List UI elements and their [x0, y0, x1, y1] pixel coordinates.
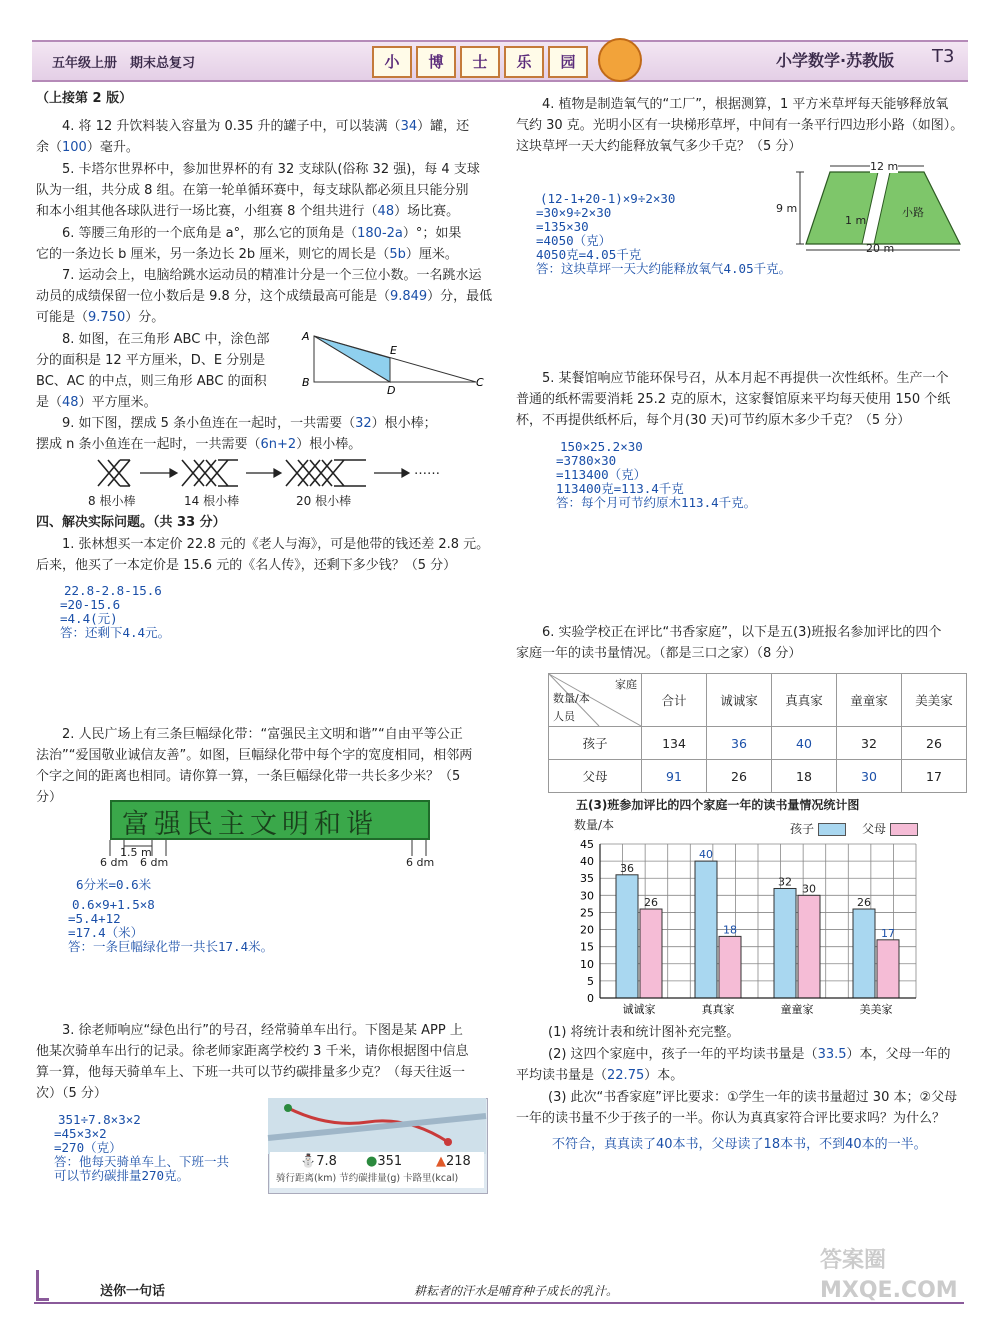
- corner-top: 家庭: [615, 678, 637, 691]
- dim-1-5m: 1.5 m: [120, 846, 152, 859]
- footer-left: 送你一句话: [100, 1284, 166, 1299]
- y-tick-label: 45: [580, 838, 594, 851]
- p5-work-3: =113400（克）: [556, 467, 647, 482]
- mascot-icon: [598, 38, 642, 82]
- flame-icon: ▲: [436, 1154, 446, 1169]
- col-header: 诚诚家: [707, 674, 772, 727]
- p3-work-4: 答：他每天骑单车上、下班一共: [54, 1154, 230, 1169]
- p4-work-6: 答：这块草坪一天大约能释放氧气4.05千克。: [536, 261, 792, 276]
- p2-line4: 分）: [36, 790, 63, 805]
- p2-line3: 个字之间的距离也相同。请你算一算，一条巨幅绿化带一共长多少米？（5: [36, 769, 461, 784]
- dim-9m: 9 m: [776, 202, 798, 215]
- p6-q2-line1: (2) 这四个家庭中，孩子一年的平均读书量是（33.5）本，父母一年的: [548, 1047, 951, 1062]
- p6-line2: 家庭一年的读书量情况。（都是三口之家）（8 分）: [516, 646, 802, 661]
- p4-line2: 气约 30 克。光明小区有一块梯形草坪，中间有一条平行四边形小路（如图）。: [516, 118, 964, 133]
- logo-char-5: 园: [548, 46, 588, 78]
- y-tick-label: 0: [587, 992, 594, 1005]
- p2-work-4: =17.4（米）: [68, 925, 144, 940]
- p2-work-2: 0.6×9+1.5×8: [72, 897, 155, 912]
- p2-work-1: 6分米=0.6米: [76, 877, 152, 892]
- bar-value-label: 40: [699, 848, 713, 862]
- p6-line1: 6. 实验学校正在评比“书香家庭”，以下是五(3)班报名参加评比的四个: [542, 625, 942, 640]
- col-header: 美美家: [902, 674, 967, 727]
- q7-line3: 可能是（9.750）分。: [36, 310, 165, 325]
- y-tick-label: 40: [580, 855, 594, 869]
- p5-line3: 杯，不再提供纸杯后，每个月(30 天)可节约原木多少千克？（5 分）: [516, 413, 911, 428]
- p5-work-2: =3780×30: [556, 453, 617, 468]
- app-distance: ⛄7.8: [300, 1154, 337, 1169]
- p4-work-1: (12-1+20-1)×9÷2×30: [540, 191, 676, 206]
- fish-ellipsis: ……: [414, 463, 440, 478]
- p4-work-2: =30×9÷2×30: [536, 205, 612, 220]
- q8-line2: 分的面积是 12 平方厘米，D、E 分别是: [36, 353, 266, 368]
- p4-work-3: =135×30: [536, 219, 589, 234]
- table-corner: [549, 674, 642, 727]
- q6-line1: 6. 等腰三角形的一个底角是 a°，那么它的顶角是（180-2a）°；如果: [62, 226, 462, 241]
- label-d: D: [387, 384, 396, 397]
- label-a: A: [302, 330, 310, 343]
- bar-孩子: [853, 909, 875, 998]
- triangle-figure: [300, 328, 490, 397]
- p6-q3-line2: 一年的读书量不少于孩子的一半。你认为真真家符合评比要求吗？为什么？: [516, 1111, 946, 1126]
- p1-work-3: =4.4(元): [60, 611, 118, 626]
- col-header: 真真家: [772, 674, 837, 727]
- bar-孩子: [695, 861, 717, 998]
- logo-char-1: 小: [372, 46, 412, 78]
- bar-父母: [798, 895, 820, 998]
- footer-bracket: [36, 1270, 49, 1301]
- q6-line2: 它的一条边长 b 厘米，另一条边长 2b 厘米，则它的周长是（5b）厘米。: [36, 247, 458, 262]
- logo-char-3: 士: [460, 46, 500, 78]
- q8-line1: 8. 如图，在三角形 ABC 中，涂色部: [62, 332, 270, 347]
- p2-line2: 法治”“爱国敬业诚信友善”。如图，巨幅绿化带中每个字的宽度相同，相邻两: [36, 748, 473, 763]
- bar-value-label: 32: [778, 875, 792, 889]
- p1-work-4: 答：还剩下4.4元。: [60, 625, 171, 640]
- table-row: [549, 760, 967, 793]
- q8-line4: 是（48）平方厘米。: [36, 395, 157, 410]
- q4-line2: 余（100）毫升。: [36, 140, 139, 155]
- continued-note: （上接第 2 版）: [36, 91, 133, 106]
- label-b: B: [302, 376, 310, 389]
- p1-line1: 1. 张林想买一本定价 22.8 元的《老人与海》，可是他带的钱还差 2.8 元。: [62, 537, 490, 552]
- p1-line2: 后来，他买了一本定价是 15.6 元的《名人传》，还剩下多少钱？（5 分）: [36, 558, 457, 573]
- bar-value-label: 26: [857, 896, 871, 910]
- bar-孩子: [616, 875, 638, 998]
- dim-12m: 12 m: [870, 160, 899, 173]
- y-tick-label: 35: [580, 872, 594, 886]
- corner-mid: 数量/本: [553, 692, 590, 705]
- p5-line2: 普通的纸杯需要消耗 25.2 克的原木，这家餐馆原来平均每天使用 150 个纸: [516, 392, 951, 407]
- bar-value-label: 30: [802, 882, 816, 896]
- q5-line1: 5. 卡塔尔世界杯中，参加世界杯的有 32 支球队(俗称 32 强)，每 4 支球: [62, 162, 480, 177]
- p4-line1: 4. 植物是制造氧气的“工厂”，根据测算，1 平方米草坪每天能够释放氧: [542, 97, 949, 112]
- p2-line1: 2. 人民广场上有三条巨幅绿化带：“富强民主文明和谐”“自由平等公正: [62, 727, 463, 742]
- p3-line1: 3. 徐老师响应“绿色出行”的号召，经常骑单车出行。下图是某 APP 上: [62, 1023, 463, 1038]
- q5-line2: 队为一组，共分成 8 组。在第一轮单循环赛中，每支球队都必须且只能分别: [36, 183, 469, 198]
- chart-ylabel: 数量/本: [574, 818, 615, 832]
- p4-work-4: =4050（克）: [536, 233, 612, 248]
- p3-line4: 次）（5 分）: [36, 1086, 107, 1101]
- p5-work-5: 答：每个月可节约原木113.4千克。: [556, 495, 757, 510]
- x-tick-label: 美美家: [859, 1003, 893, 1016]
- p6-q2-line2: 平均读书量是（22.75）本。: [516, 1068, 684, 1083]
- bar-孩子: [774, 888, 796, 998]
- y-tick-label: 25: [580, 906, 594, 920]
- p4-work-5: 4050克=4.05千克: [536, 247, 642, 262]
- p5-work-1: 150×25.2×30: [560, 439, 643, 454]
- p6-q1: (1) 将统计表和统计图补充完整。: [548, 1025, 740, 1040]
- table-cell: 134: [642, 727, 707, 760]
- p3-line3: 算一算，他每天骑单车上、下班一共可以节约碳排量多少克？（每天往返一: [36, 1065, 466, 1080]
- table-cell: 26: [902, 727, 967, 760]
- dim-1m: 1 m: [845, 214, 867, 227]
- label-c: C: [476, 376, 484, 389]
- p3-work-3: =270（克）: [54, 1140, 122, 1155]
- p6-q3-line1: (3) 此次“书香家庭”评比要求：①学生一年的读书量超过 30 本；②父母: [548, 1090, 958, 1105]
- table-cell: 40: [772, 727, 837, 760]
- q5-line3: 和本小组其他各球队进行一场比赛，小组赛 8 个组共进行（48）场比赛。: [36, 204, 460, 219]
- section4-heading: 四、解决实际问题。（共 33 分）: [36, 515, 226, 530]
- p4-line3: 这块草坪一天大约能释放氧气多少千克？（5 分）: [516, 139, 802, 154]
- page-number: T3: [932, 46, 955, 67]
- bar-value-label: 18: [723, 923, 737, 937]
- footer-quote: 耕耘者的汗水是哺育种子成长的乳汁。: [414, 1284, 619, 1298]
- reading-table: [548, 673, 967, 793]
- table-cell: 32: [837, 727, 902, 760]
- chart-title: 五(3)班参加评比的四个家庭一年的读书量情况统计图: [576, 798, 860, 812]
- app-map-route: [268, 1098, 486, 1154]
- bar-value-label: 26: [644, 896, 658, 910]
- p3-line2: 他某次骑单车出行的记录。徐老师家距离学校约 3 千米，请你根据图中信息: [36, 1044, 469, 1059]
- table-cell: 30: [837, 760, 902, 793]
- col-header: 童童家: [837, 674, 902, 727]
- bar-value-label: 17: [881, 926, 895, 940]
- fish-caption-3: 20 根小棒: [296, 494, 352, 508]
- app-legend: 骑行距离(km) 节约碳排量(g) 卡路里(kcal): [276, 1173, 459, 1184]
- q8-line3: BC、AC 的中点，则三角形 ABC 的面积: [36, 374, 267, 389]
- watermark: 答案圈 MXQE.COM: [820, 1248, 958, 1303]
- fish-caption-2: 14 根小棒: [184, 494, 240, 508]
- q4-line1: 4. 将 12 升饮料装入容量为 0.35 升的罐子中，可以装满（34）罐，还: [62, 119, 470, 134]
- table-cell: 17: [902, 760, 967, 793]
- table-cell: 91: [642, 760, 707, 793]
- legend-child-label: 孩子: [790, 822, 815, 836]
- table-cell: 26: [707, 760, 772, 793]
- bar-父母: [719, 936, 741, 998]
- p5-work-4: 113400克=113.4千克: [556, 481, 684, 496]
- row-label: 父母: [549, 760, 642, 793]
- leaf-icon: ●: [366, 1154, 378, 1169]
- fish-sticks-figure: [90, 456, 460, 490]
- path-label: 小路: [902, 206, 924, 219]
- y-tick-label: 20: [580, 923, 594, 937]
- legend-parent-label: 父母: [862, 822, 887, 836]
- row-label: 孩子: [549, 727, 642, 760]
- y-tick-label: 5: [587, 974, 594, 988]
- green-belt-text: 富强民主文明和谐: [122, 809, 378, 840]
- p1-work-2: =20-15.6: [60, 597, 121, 612]
- dim-6dm-b: 6 dm: [140, 856, 169, 869]
- dim-6dm-c: 6 dm: [406, 856, 435, 869]
- header-left-title: 五年级上册 期末总复习: [52, 56, 196, 71]
- table-row: [549, 727, 967, 760]
- col-header: 合计: [642, 674, 707, 727]
- p3-work-1: 351÷7.8×3×2: [58, 1112, 141, 1127]
- bar-value-label: 36: [620, 861, 634, 875]
- bike-icon: ⛄: [300, 1154, 317, 1169]
- q9-line2: 摆成 n 条小鱼连在一起时，一共需要（6n+2）根小棒。: [36, 437, 362, 452]
- x-tick-label: 诚诚家: [622, 1003, 656, 1016]
- bar-父母: [877, 940, 899, 998]
- dim-20m: 20 m: [866, 242, 895, 255]
- y-tick-label: 30: [580, 889, 594, 903]
- p5-line1: 5. 某餐馆响应节能环保号召，从本月起不再提供一次性纸杯。生产一个: [542, 371, 949, 386]
- x-tick-label: 真真家: [701, 1003, 735, 1016]
- q9-line1: 9. 如下图，摆成 5 条小鱼连在一起时，一共需要（32）根小棒；: [62, 416, 437, 431]
- fish-caption-1: 8 根小棒: [88, 494, 136, 508]
- p6-q3-answer: 不符合，真真读了40本书，父母读了18本书，不到40本的一半。: [552, 1137, 927, 1152]
- p2-work-5: 答：一条巨幅绿化带一共长17.4米。: [68, 939, 274, 954]
- label-e: E: [390, 344, 397, 357]
- app-carbon: ●351: [366, 1154, 403, 1169]
- logo-char-2: 博: [416, 46, 456, 78]
- table-cell: 36: [707, 727, 772, 760]
- y-tick-label: 15: [580, 940, 594, 954]
- bar-chart: [560, 830, 930, 1020]
- dim-6dm-a: 6 dm: [100, 856, 129, 869]
- bar-父母: [640, 909, 662, 998]
- q7-line1: 7. 运动会上，电脑给跳水运动员的精准计分是一个三位小数。一名跳水运: [62, 268, 482, 283]
- header-subject: 小学数学·苏教版: [776, 51, 895, 70]
- p3-work-5: 可以节约碳排量270克。: [54, 1168, 190, 1183]
- q7-line2: 动员的成绩保留一位小数后是 9.8 分，这个成绩最高可能是（9.849）分，最低: [36, 289, 493, 304]
- app-calories: ▲218: [436, 1154, 471, 1169]
- logo-char-4: 乐: [504, 46, 544, 78]
- p2-work-3: =5.4+12: [68, 911, 121, 926]
- y-tick-label: 10: [580, 957, 594, 971]
- p1-work-1: 22.8-2.8-15.6: [64, 583, 162, 598]
- x-tick-label: 童童家: [780, 1003, 814, 1016]
- corner-bot: 人员: [553, 710, 575, 723]
- reading-table-wrap: [548, 673, 967, 793]
- p3-work-2: =45×3×2: [54, 1126, 107, 1141]
- table-cell: 18: [772, 760, 837, 793]
